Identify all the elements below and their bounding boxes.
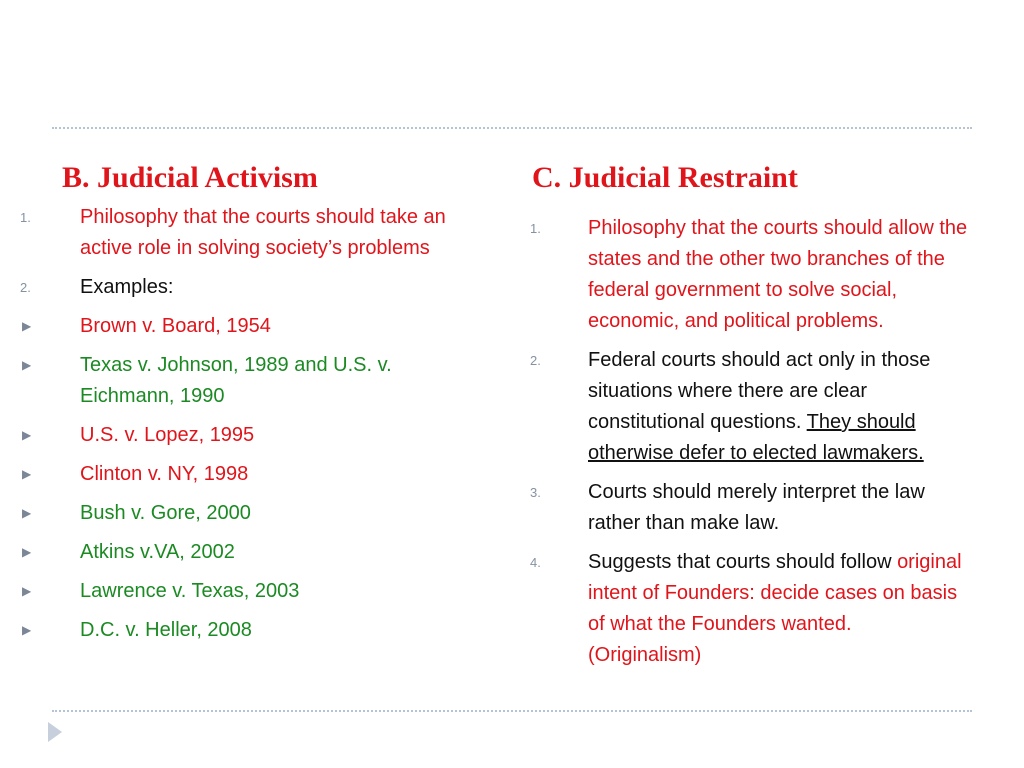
list-item (20, 615, 490, 646)
arrow-bullet-icon: ▶ (22, 319, 32, 333)
list-item (20, 350, 490, 412)
list-item (20, 459, 490, 490)
text-segment: Suggests that courts should follow (588, 551, 898, 573)
list-item (20, 420, 490, 451)
list-item-text: Atkins v.VA, 2002 (80, 541, 235, 563)
list-item-text: Examples: (80, 276, 174, 298)
text-segment: They should otherwise defer to elected lawmakers. (588, 411, 924, 464)
list-item (530, 345, 970, 469)
list-item-text: Bush v. Gore, 2000 (80, 502, 251, 524)
judicial-activism-heading: B. Judicial Activism (62, 161, 318, 194)
list-item-text: D.C. v. Heller, 2008 (80, 619, 252, 641)
list-item-text (588, 345, 970, 469)
list-item-text (588, 547, 970, 671)
top-divider (52, 127, 972, 129)
list-item (20, 498, 490, 529)
list-number: 1. (530, 221, 541, 236)
list-item-text: Lawrence v. Texas, 2003 (80, 580, 300, 602)
list-item (20, 202, 490, 264)
judicial-restraint-column (530, 160, 970, 679)
list-item (530, 547, 970, 671)
arrow-bullet-icon: ▶ (22, 506, 32, 520)
list-item (20, 272, 490, 303)
judicial-restraint-list (530, 213, 970, 671)
list-item-text: Philosophy that the courts should take an active role in solving society’s problems (80, 206, 446, 259)
list-item (530, 213, 970, 337)
list-item-text: U.S. v. Lopez, 1995 (80, 424, 255, 446)
arrow-bullet-icon: ▶ (22, 358, 32, 372)
list-number: 4. (530, 555, 541, 570)
list-item-text: Clinton v. NY, 1998 (80, 463, 249, 485)
list-item-text (588, 213, 970, 337)
list-item-text (588, 477, 970, 539)
arrow-bullet-icon: ▶ (22, 623, 32, 637)
bottom-divider (52, 710, 972, 712)
list-number: 2. (530, 353, 541, 368)
judicial-restraint-heading: C. Judicial Restraint (532, 161, 798, 194)
list-item (20, 576, 490, 607)
judicial-activism-list (20, 202, 490, 646)
list-number: 1. (20, 210, 31, 225)
list-item (20, 537, 490, 568)
judicial-activism-column (20, 160, 490, 654)
text-segment: Federal courts should act only in those situations where there are clear constitutional questions. (588, 349, 931, 433)
list-number: 2. (20, 280, 31, 295)
triangle-right-icon (48, 722, 62, 742)
text-segment: Philosophy that the courts should allow the states and the other two branches of the federal government to solve social, economic, and political problems. (588, 217, 968, 332)
text-segment: original intent of Founders: decide cases on basis of what the Founders wanted. (Originalism) (588, 551, 962, 666)
list-item (20, 311, 490, 342)
arrow-bullet-icon: ▶ (22, 467, 32, 481)
list-item-text: Texas v. Johnson, 1989 and U.S. v. Eichmann, 1990 (80, 354, 392, 407)
list-item (530, 477, 970, 539)
arrow-bullet-icon: ▶ (22, 428, 32, 442)
text-segment: Courts should merely interpret the law rather than make law. (588, 481, 925, 534)
arrow-bullet-icon: ▶ (22, 584, 32, 598)
list-item-text: Brown v. Board, 1954 (80, 315, 271, 337)
list-number: 3. (530, 485, 541, 500)
arrow-bullet-icon: ▶ (22, 545, 32, 559)
